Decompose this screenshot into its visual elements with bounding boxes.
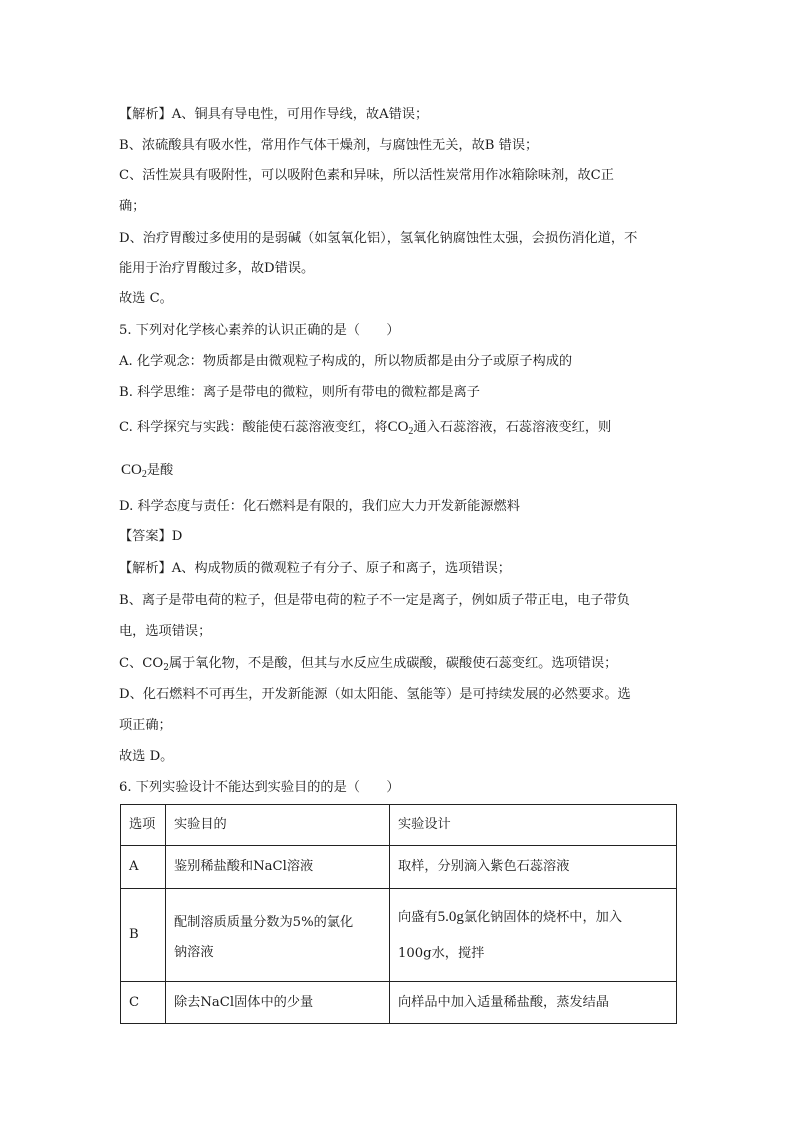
option-c-text-post: 通入石蕊溶液，石蕊溶液变红，则 bbox=[413, 420, 612, 435]
table-row bbox=[121, 889, 677, 982]
row-option: A bbox=[121, 846, 166, 889]
question-5-analysis-b2: 电，选项错误； bbox=[119, 624, 212, 639]
analysis-4-line-d1: D、治疗胃酸过多使用的是弱碱（如氢氧化铝），氢氧化钠腐蚀性太强，会损伤消化道，不 bbox=[119, 231, 638, 246]
question-5-option-a: A. 化学观念：物质都是由微观粒子构成的，所以物质都是由分子或原子构成的 bbox=[119, 354, 573, 369]
question-5-analysis-b1: B、离子是带电荷的粒子，但是带电荷的粒子不一定是离子，例如质子带正电，电子带负 bbox=[119, 593, 630, 608]
question-6-stem: 6. 下列实验设计不能达到实验目的的是（ ） bbox=[119, 780, 400, 795]
row-design: 向盛有5.0g氯化钠固体的烧杯中，加入 100g水，搅拌 bbox=[390, 889, 677, 982]
question-5-analysis-d2: 项正确； bbox=[119, 718, 172, 733]
question-5-analysis-a bbox=[119, 560, 511, 578]
question-5-option-c-line1 bbox=[119, 418, 611, 441]
co2-formula: $CO_2$ bbox=[121, 462, 147, 480]
analysis-4-choice: 故选 C。 bbox=[119, 291, 173, 306]
question-5-analysis-c: C、$CO_2$属于氧化物，不是酸，但其与水反应生成碳酸，碳酸使石蕊变红。选项错误； bbox=[119, 656, 618, 673]
option-c2-text: 是酸 bbox=[146, 463, 174, 478]
header-design: 实验设计 bbox=[390, 805, 677, 846]
analysis-4-line-c1: C、活性炭具有吸附性，可以吸附色素和异味，所以活性炭常用作冰箱除味剂，故C正 bbox=[119, 168, 614, 183]
question-5-option-d: D. 科学态度与责任：化石燃料是有限的，我们应大力开发新能源燃料 bbox=[119, 499, 520, 514]
question-5-option-c-line2 bbox=[121, 461, 173, 484]
analysis-4-line-b: B、浓硫酸具有吸水性，常用作气体干燥剂，与腐蚀性无关，故B 错误； bbox=[119, 138, 539, 153]
row-option: B bbox=[121, 889, 166, 982]
analysis-4-line-d2: 能用于治疗胃酸过多，故D错误。 bbox=[119, 261, 315, 276]
mass-value: 5.0g bbox=[437, 908, 464, 925]
question-5-answer: 【答案】D bbox=[119, 529, 183, 544]
row-goal: 鉴别稀盐酸和NaCl溶液 bbox=[166, 846, 390, 889]
row-goal: 除去NaCl固体中的少量 bbox=[166, 982, 390, 1024]
table-header-row bbox=[121, 805, 677, 846]
question-5-analysis-d1: D、化石燃料不可再生，开发新能源（如太阳能、氢能等）是可持续发展的必然要求。选 bbox=[119, 687, 631, 702]
question-5-stem: 5. 下列对化学核心素养的认识正确的是（ ） bbox=[119, 323, 400, 338]
row-design: 向样品中加入适量稀盐酸，蒸发结晶 bbox=[390, 982, 677, 1024]
co2-formula: $CO_2$ bbox=[387, 419, 414, 437]
analysis-4-line-a bbox=[119, 106, 428, 124]
header-option: 选项 bbox=[121, 805, 166, 846]
analysis-label: 【解析】 bbox=[119, 561, 172, 576]
options-table bbox=[120, 804, 677, 1024]
analysis-text: A、铜具有导电性，可用作导线，故A错误； bbox=[171, 107, 429, 122]
table-row bbox=[121, 846, 677, 889]
analysis-text: A、构成物质的微观粒子有分子、原子和离子，选项错误； bbox=[171, 561, 511, 576]
row-goal: 配制溶质质量分数为5%的氯化 钠溶液 bbox=[166, 889, 390, 982]
question-5-option-b: B. 科学思维：离子是带电的微粒，则所有带电的微粒都是离子 bbox=[119, 385, 480, 400]
analysis-label: 【解析】 bbox=[119, 107, 172, 122]
table-row bbox=[121, 982, 677, 1024]
header-goal: 实验目的 bbox=[166, 805, 390, 846]
row-option: C bbox=[121, 982, 166, 1024]
analysis-4-line-c2: 确； bbox=[119, 199, 146, 214]
option-c-text-pre: C. 科学探究与实践：酸能使石蕊溶液变红，将 bbox=[119, 420, 388, 435]
question-5-choice: 故选 D。 bbox=[119, 749, 174, 764]
row-design: 取样，分别滴入紫色石蕊溶液 bbox=[390, 846, 677, 889]
